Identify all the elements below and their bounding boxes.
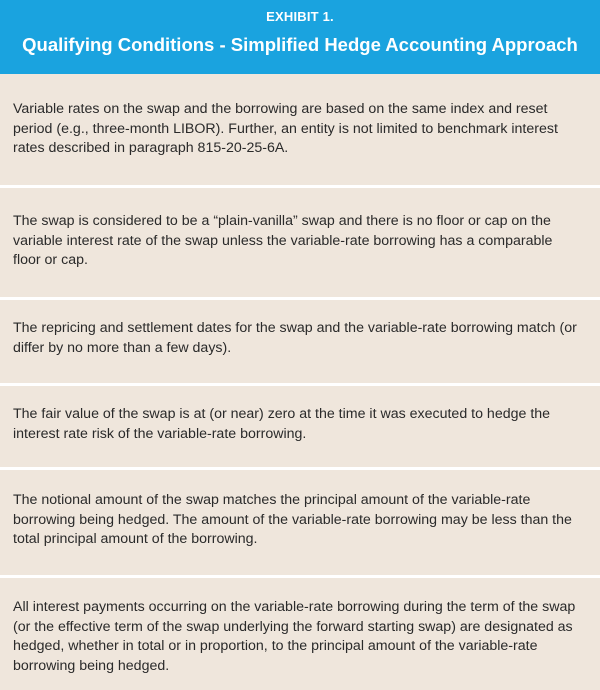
condition-text: The swap is considered to be a “plain-vanilla” swap and there is no floor or cap on the variable interest rate of the swap unless the variable-rate borrowing has a comparable floor or cap.: [13, 213, 553, 268]
condition-text: The fair value of the swap is at (or near) zero at the time it was executed to hedge the interest rate risk of the variable-rate borrowing.: [13, 406, 551, 442]
condition-row: [0, 405, 600, 444]
condition-row: [0, 491, 600, 550]
exhibit-title: Qualifying Conditions - Simplified Hedge Accounting Approach: [22, 34, 578, 55]
exhibit-header: [0, 0, 600, 74]
condition-text: All interest payments occurring on the variable-rate borrowing during the term of the swap (or the effective term of the swap underlying the forward starting swap) are designated as hedged, whether in total or in proportion, to the principal amount of the variable-rate borrowing being hedged.: [13, 599, 576, 674]
exhibit-label: EXHIBIT 1.: [266, 9, 334, 24]
row-divider: [0, 185, 600, 188]
condition-row: [0, 319, 600, 358]
condition-text: Variable rates on the swap and the borrowing are based on the same index and reset period (e.g., three-month LIBOR). Further, an entity is not limited to benchmark interest rates described in paragraph 815-20-25-6A.: [13, 101, 558, 156]
condition-text: The repricing and settlement dates for the swap and the variable-rate borrowing match (or differ by no more than a few days).: [13, 320, 577, 356]
condition-row: [0, 100, 600, 159]
row-divider: [0, 467, 600, 470]
row-divider: [0, 383, 600, 386]
row-divider: [0, 297, 600, 300]
condition-row: [0, 212, 600, 271]
condition-row: [0, 598, 600, 676]
row-divider: [0, 575, 600, 578]
condition-text: The notional amount of the swap matches the principal amount of the variable-rate borrowing being hedged. The amount of the variable-rate borrowing may be less than the total principal amount of the borrowing.: [13, 492, 572, 547]
